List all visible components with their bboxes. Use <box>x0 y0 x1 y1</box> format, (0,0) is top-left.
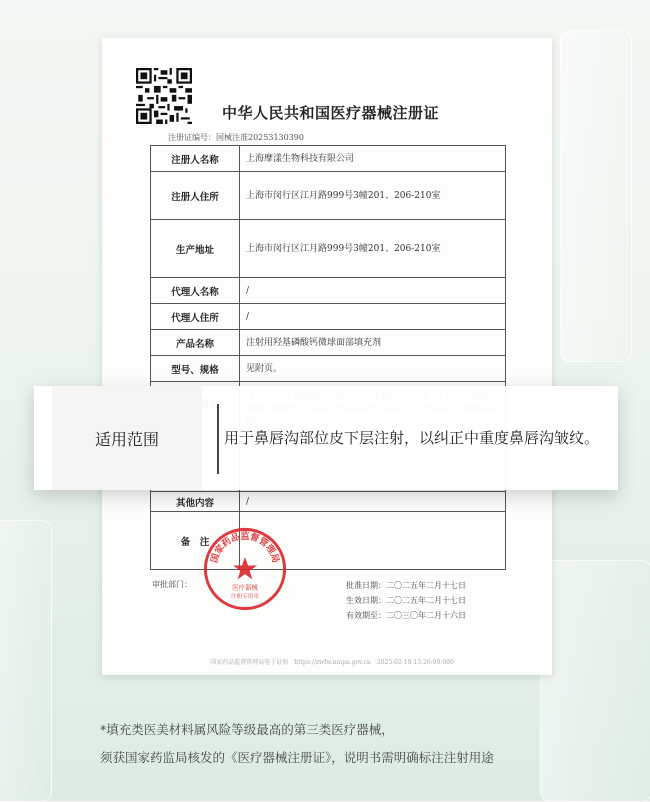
effective-date: 生效日期：二〇二五年二月十七日 <box>346 596 466 605</box>
approval-date: 批准日期：二〇二五年二月十七日 <box>346 581 466 590</box>
footnote-line-1: *填充类医美材料属风险等级最高的第三类医疗器械， <box>100 722 394 737</box>
seal-ring-text: 国家药品监督管理局 <box>209 531 281 565</box>
table-row <box>151 220 506 278</box>
table-row <box>151 304 506 330</box>
approval-department: 审批部门： <box>152 580 192 589</box>
footnote-line-2: 须获国家药监局核发的《医疗器械注册证》，说明书需明确标注注射用途 <box>100 750 494 765</box>
table-row <box>151 172 506 220</box>
table-row <box>151 146 506 172</box>
scope-text: 用于鼻唇沟部位皮下层注射，以纠正中重度鼻唇沟皱纹。 <box>224 429 600 447</box>
field-label: 注册人名称 <box>151 146 240 172</box>
table-row <box>151 278 506 304</box>
glass-decoration-right <box>560 30 632 362</box>
scope-callout <box>34 386 618 490</box>
field-label: 其他内容 <box>151 492 240 512</box>
field-value: / <box>240 492 506 512</box>
registration-certificate <box>102 38 552 675</box>
field-label: 备 注 <box>151 512 240 570</box>
glass-decoration-left <box>0 520 52 802</box>
table-row <box>151 330 506 356</box>
scope-label: 适用范围 <box>52 386 202 490</box>
date-block <box>346 578 466 623</box>
field-value: 上海市闵行区江月路999号3幢201、206-210室 <box>240 172 506 220</box>
field-value: 上海市闵行区江月路999号3幢201、206-210室 <box>240 220 506 278</box>
field-value: 注射用羟基磷酸钙微球面部填充剂 <box>240 330 506 356</box>
certificate-title: 中华人民共和国医疗器械注册证 <box>222 104 440 122</box>
field-value: / <box>240 304 506 330</box>
expiry-date: 有效期至：二〇三〇年二月十六日 <box>346 611 466 620</box>
field-value: 见附页。 <box>240 356 506 382</box>
seal-center-line1: 医疗器械 <box>232 583 258 592</box>
field-label: 产品名称 <box>151 330 240 356</box>
field-value: 上海摩漾生物科技有限公司 <box>240 146 506 172</box>
e-license-footer: 国家药品监督管理局电子证照 https://zwfw.nmpa.gov.cn 2025-02-18 13:26:09:000 <box>210 659 454 666</box>
table-row <box>151 492 506 512</box>
qr-code-icon <box>136 68 192 124</box>
certificate-table <box>150 145 506 570</box>
table-row <box>151 356 506 382</box>
official-seal-stamp <box>202 526 288 612</box>
field-label: 注册人住所 <box>151 172 240 220</box>
callout-divider <box>217 404 219 474</box>
field-label: 型号、规格 <box>151 356 240 382</box>
field-label: 代理人住所 <box>151 304 240 330</box>
seal-center-line2: 注册专用章 <box>231 594 259 601</box>
field-label: 代理人名称 <box>151 278 240 304</box>
field-value: / <box>240 278 506 304</box>
registration-number: 注册证编号：国械注准20253130390 <box>168 133 304 142</box>
field-label: 生产地址 <box>151 220 240 278</box>
